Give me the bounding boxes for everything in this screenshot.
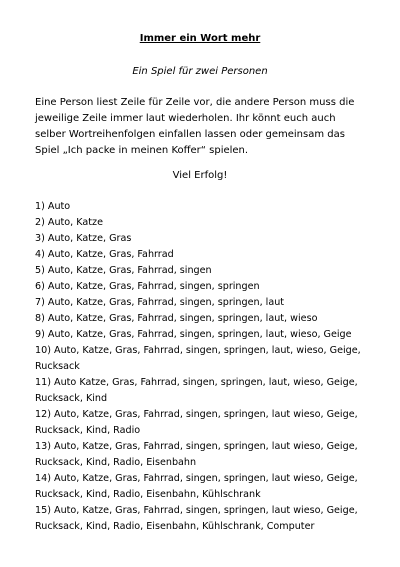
list-item: 1) Auto [35,201,71,212]
list-item: 9) Auto, Katze, Gras, Fahrrad, singen, springen, laut, wieso, Geige [35,329,352,340]
list-item: 11) Auto Katze, Gras, Fahrrad, singen, springen, laut, wieso, Geige, Rucksack, Kind [35,377,358,404]
good-luck-text: Viel Erfolg! [172,170,228,181]
list-item: 2) Auto, Katze [35,217,103,228]
list-item: 10) Auto, Katze, Gras, Fahrrad, singen, springen, laut, wieso, Geige, Rucksack [35,345,361,372]
list-item: 6) Auto, Katze, Gras, Fahrrad, singen, springen [35,281,260,292]
document-title: Immer ein Wort mehr [139,33,261,44]
list-item: 3) Auto, Katze, Gras [35,233,132,244]
list-item: 15) Auto, Katze, Gras, Fahrrad, singen, springen, laut wieso, Geige, Rucksack, Kind, Radio, Eisenbahn, Kühlschrank, Computer [35,505,358,532]
word-list [35,199,375,535]
list-item: 13) Auto, Katze, Gras, Fahrrad, singen, springen, laut wieso, Geige, Rucksack, Kind, Radio, Eisenbahn [35,441,358,468]
list-item: 8) Auto, Katze, Gras, Fahrrad, singen, springen, laut, wieso [35,313,318,324]
document-subtitle: Ein Spiel für zwei Personen [132,66,268,77]
list-item: 12) Auto, Katze, Gras, Fahrrad, singen, springen, laut wieso, Geige, Rucksack, Kind, Radio [35,409,358,436]
intro-paragraph: Eine Person liest Zeile für Zeile vor, die andere Person muss die jeweilige Zeile immer laut wiederholen. Ihr könnt euch auch selber Wortreihenfolgen einfallen lassen oder gemeinsam das Spiel „Ich packe in meinen Koffer“ spielen. [35,97,355,156]
list-item: 14) Auto, Katze, Gras, Fahrrad, singen, springen, laut wieso, Geige, Rucksack, Kind, Radio, Eisenbahn, Kühlschrank [35,473,358,500]
list-item: 4) Auto, Katze, Gras, Fahrrad [35,249,174,260]
list-item: 7) Auto, Katze, Gras, Fahrrad, singen, springen, laut [35,297,285,308]
list-item: 5) Auto, Katze, Gras, Fahrrad, singen [35,265,212,276]
